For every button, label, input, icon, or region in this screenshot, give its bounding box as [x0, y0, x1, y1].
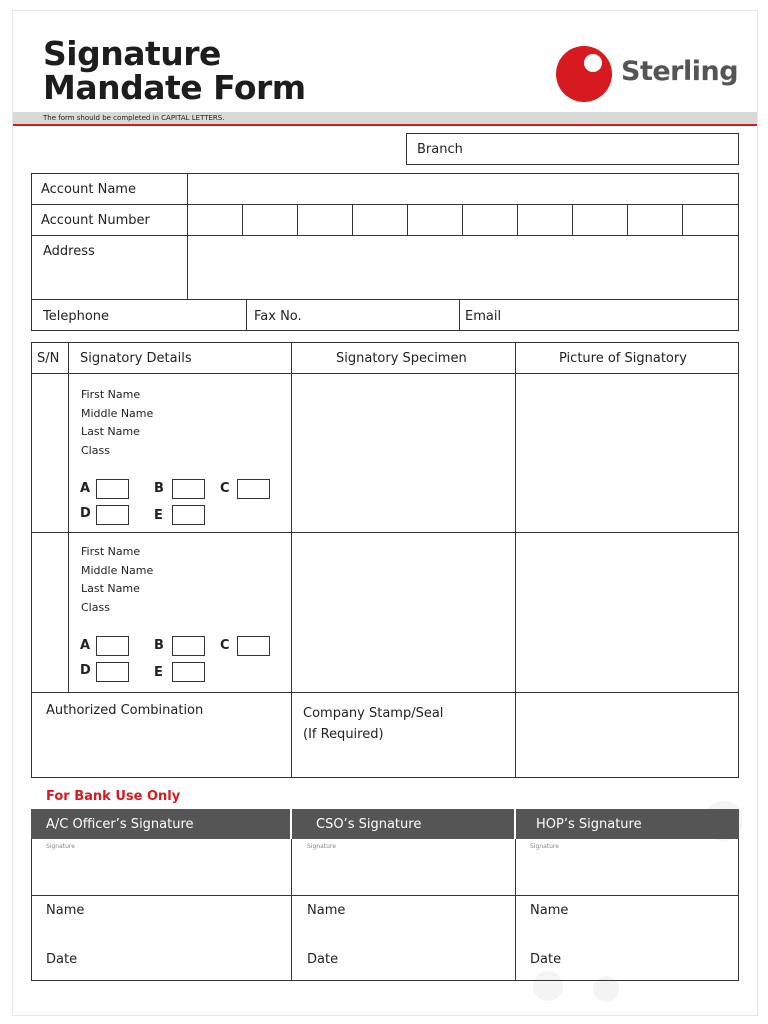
sn-column-divider [68, 342, 69, 692]
digit-divider [462, 204, 463, 235]
picture-header: Picture of Signatory [559, 351, 687, 366]
account-number-label: Account Number [41, 213, 150, 228]
contact-divider [246, 299, 247, 331]
brand-circle-icon [555, 46, 615, 102]
name-label: Name [46, 903, 85, 918]
row-divider [31, 532, 739, 533]
name-label: Name [307, 903, 346, 918]
signatory-2-fields [81, 543, 153, 617]
class-c-label: C [220, 638, 230, 653]
date-label: Date [307, 952, 339, 967]
stamp-label-line-1: Company Stamp/Seal [303, 706, 444, 721]
class-d-checkbox[interactable] [96, 662, 129, 682]
class-b-label: B [154, 481, 164, 496]
digit-divider [242, 204, 243, 235]
signatory-1-fields [81, 386, 153, 460]
digit-divider [352, 204, 353, 235]
class-a-checkbox[interactable] [96, 479, 129, 499]
capital-letters-notice: The form should be completed in CAPITAL LETTERS. [43, 114, 225, 122]
class-c-checkbox[interactable] [237, 636, 270, 656]
digit-divider [627, 204, 628, 235]
header-separator [514, 809, 516, 839]
hop-signature-header: HOP’s Signature [536, 817, 642, 832]
column-divider [515, 839, 516, 981]
last-name-label: Last Name [81, 425, 140, 438]
ac-officer-signature-field[interactable] [32, 840, 290, 894]
header-separator [290, 809, 292, 839]
contact-divider [459, 299, 460, 331]
cso-signature-header: CSO’s Signature [316, 817, 422, 832]
address-label: Address [43, 244, 95, 259]
row-divider [31, 895, 739, 896]
class-b-label: B [154, 638, 164, 653]
class-d-label: D [80, 506, 91, 521]
column-divider [291, 342, 292, 778]
class-b-checkbox[interactable] [172, 479, 205, 499]
sn-header: S/N [37, 351, 60, 366]
bank-use-header-bar [31, 809, 739, 839]
class-e-label: E [154, 665, 163, 680]
signatory-1-specimen-area[interactable] [293, 375, 514, 531]
stamp-label-line-2: (If Required) [303, 727, 384, 742]
authorized-combination-label: Authorized Combination [46, 703, 204, 718]
cso-signature-field[interactable] [293, 840, 514, 894]
class-d-checkbox[interactable] [96, 505, 129, 525]
hop-signature-field[interactable] [517, 840, 738, 894]
title-line-2: Mandate Form [43, 68, 306, 107]
class-e-label: E [154, 508, 163, 523]
telephone-label: Telephone [43, 309, 110, 324]
signature-hint: Signature [46, 843, 75, 850]
signatory-2-picture-area[interactable] [517, 534, 738, 691]
row-divider [31, 204, 739, 205]
ac-officer-signature-header: A/C Officer’s Signature [46, 817, 194, 832]
middle-name-label: Middle Name [81, 563, 154, 577]
address-field[interactable] [189, 236, 738, 298]
signature-hint: Signature [307, 843, 336, 850]
fax-label: Fax No. [254, 309, 302, 324]
date-label: Date [46, 952, 78, 967]
first-name-label: First Name [81, 545, 141, 558]
signatory-2-specimen-area[interactable] [293, 534, 514, 691]
class-a-checkbox[interactable] [96, 636, 129, 656]
account-name-field[interactable] [189, 174, 738, 203]
title-line-1: Signature [43, 34, 221, 73]
row-divider [31, 692, 739, 693]
header-red-divider [13, 124, 757, 126]
page-title [43, 34, 306, 107]
bank-use-title: For Bank Use Only [46, 789, 181, 804]
label-column-divider [187, 173, 188, 299]
digit-divider [572, 204, 573, 235]
last-name-label: Last Name [81, 582, 140, 595]
signature-hint: Signature [530, 843, 559, 850]
company-stamp-label [303, 703, 443, 745]
row-divider [31, 299, 739, 300]
digit-divider [517, 204, 518, 235]
signatory-details-header: Signatory Details [80, 351, 192, 366]
column-divider [515, 342, 516, 778]
form-page [12, 10, 758, 1016]
signatory-specimen-header: Signatory Specimen [336, 351, 467, 366]
class-a-label: A [80, 481, 91, 496]
class-d-label: D [80, 663, 91, 678]
date-label: Date [530, 952, 562, 967]
class-label: Class [81, 443, 110, 457]
class-c-label: C [220, 481, 230, 496]
email-label: Email [465, 309, 502, 324]
name-label: Name [530, 903, 569, 918]
brand-name: Sterling [621, 56, 739, 87]
class-b-checkbox[interactable] [172, 636, 205, 656]
header-row-divider [31, 373, 739, 374]
class-label: Class [81, 600, 110, 614]
signatory-1-picture-area[interactable] [517, 375, 738, 531]
sterling-logo [555, 46, 755, 102]
first-name-label: First Name [81, 388, 141, 401]
stamp-area[interactable] [517, 694, 738, 777]
class-c-checkbox[interactable] [237, 479, 270, 499]
account-name-label: Account Name [41, 182, 136, 197]
class-e-checkbox[interactable] [172, 662, 205, 682]
digit-divider [682, 204, 683, 235]
class-e-checkbox[interactable] [172, 505, 205, 525]
class-a-label: A [80, 638, 91, 653]
branch-label: Branch [417, 142, 463, 157]
digit-divider [297, 204, 298, 235]
column-divider [291, 839, 292, 981]
digit-divider [407, 204, 408, 235]
middle-name-label: Middle Name [81, 406, 154, 420]
